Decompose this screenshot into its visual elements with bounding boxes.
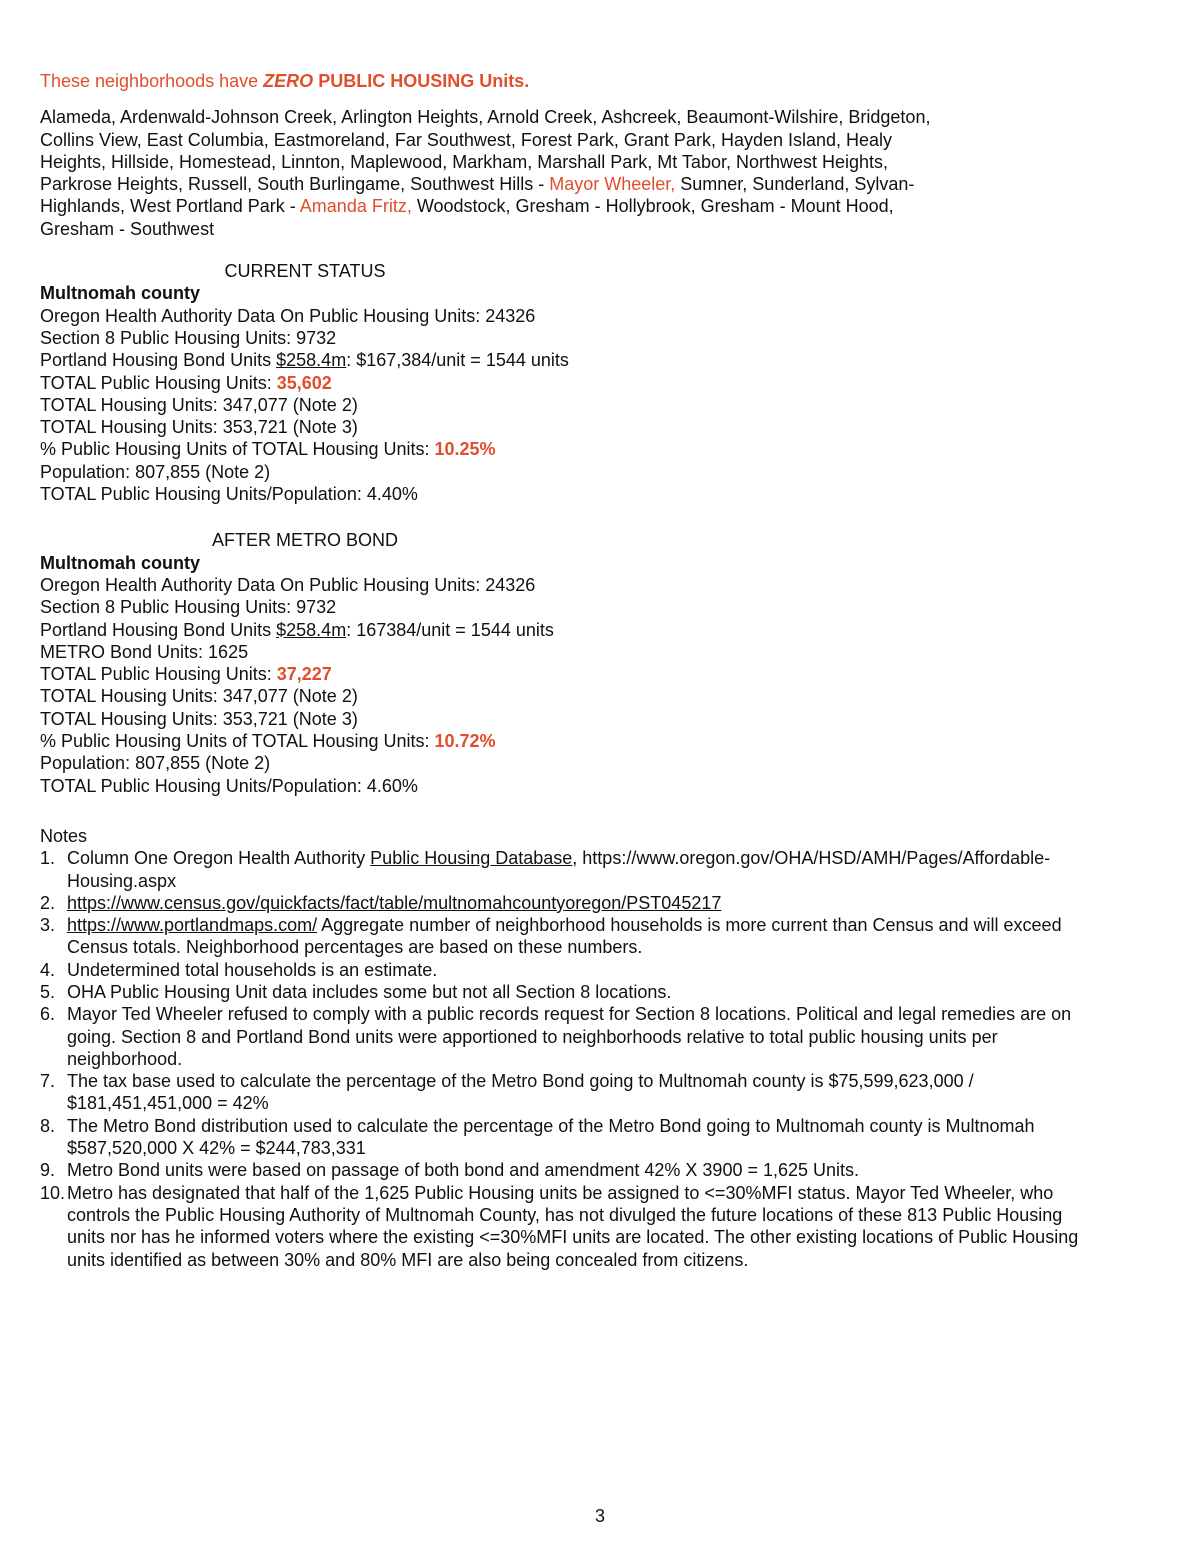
text-segment: METRO Bond Units: 1625 — [40, 641, 249, 662]
stat-line — [40, 372, 1170, 394]
note-number: 7. — [40, 1071, 56, 1092]
stat-line — [40, 327, 1170, 349]
notes-section — [40, 825, 1170, 1271]
text-segment: 10.72% — [434, 731, 496, 752]
note-item — [40, 892, 1170, 914]
stat-line — [40, 305, 1170, 327]
section-subtitle: Multnomah county — [40, 283, 200, 304]
neighborhood-list — [40, 106, 1150, 240]
text-segment: Section 8 Public Housing Units: 9732 — [40, 597, 337, 618]
note-text — [67, 847, 1157, 892]
link-text[interactable]: https://www.census.gov/quickfacts/fact/table/multnomahcountyoregon/PST045217 — [67, 892, 722, 913]
text-segment: Alameda, Ardenwald-Johnson Creek, Arlington Heights, Arnold Creek, Ashcreek, Beaumont-Wilshire, Bridgeton, Collins View, East Columbia, Eastmoreland, Far Southwest, Forest Park, Grant Park, Hayden Island, Healy Heights, Hillside, Homestead, Linnton, Maplewood, Markham, Marshall Park, Mt Tabor, Northwest Heights, Parkrose Heights, Russell, South Burlingame, Southwest Hills - — [40, 107, 931, 195]
note-text — [67, 981, 1157, 1003]
text-segment: Sumner, Sunderland, Sylvan- Highlands, West Portland Park - — [40, 174, 915, 217]
text-segment: These neighborhoods have — [40, 71, 264, 91]
text-segment: TOTAL Housing Units: 353,721 (Note 3) — [40, 708, 358, 729]
stat-line — [40, 483, 1170, 505]
text-segment: : $167,384/unit = 1544 units — [346, 350, 569, 371]
text-segment: Undetermined total households is an estimate. — [67, 959, 438, 980]
note-text — [67, 892, 1157, 914]
text-segment: Column One Oregon Health Authority — [67, 848, 371, 869]
note-number: 6. — [40, 1004, 56, 1025]
text-segment: PUBLIC HOUSING Units. — [313, 71, 530, 91]
note-number: 10. — [40, 1182, 66, 1203]
page-number: 3 — [594, 1506, 605, 1526]
note-item — [40, 847, 1170, 892]
note-text — [67, 1159, 1157, 1181]
status-section — [40, 260, 1170, 505]
note-text — [67, 1115, 1157, 1160]
note-text — [67, 959, 1157, 981]
text-segment: % Public Housing Units of TOTAL Housing Units: — [40, 439, 435, 460]
text-segment: Aggregate number of neighborhood households is more current than Census and will exceed Census totals. Neighborhood percentages are based on these numbers. — [67, 915, 1062, 958]
text-segment: Woodstock, Gresham - Hollybrook, Gresham - Mount Hood, Gresham - Southwest — [40, 196, 894, 239]
link-text[interactable]: https://www.portlandmaps.com/ — [67, 915, 318, 936]
text-segment: OHA Public Housing Unit data includes some but not all Section 8 locations. — [67, 981, 672, 1002]
stat-line — [40, 641, 1170, 663]
text-segment: Oregon Health Authority Data On Public Housing Units: 24326 — [40, 305, 536, 326]
text-segment: Portland Housing Bond Units — [40, 619, 277, 640]
note-number: 2. — [40, 892, 56, 913]
text-segment: 10.25% — [434, 439, 496, 460]
text-segment: Section 8 Public Housing Units: 9732 — [40, 327, 337, 348]
note-item — [40, 1115, 1170, 1160]
link-text[interactable]: $258.4m — [276, 350, 347, 371]
stat-line — [40, 461, 1170, 483]
stat-line — [40, 775, 1170, 797]
notes-heading: Notes — [40, 825, 88, 846]
text-segment: TOTAL Public Housing Units/Population: 4.60% — [40, 775, 418, 796]
note-text — [67, 914, 1157, 959]
text-segment: Population: 807,855 (Note 2) — [40, 461, 271, 482]
text-segment: Metro Bond units were based on passage of both bond and amendment 42% X 3900 = 1,625 Units. — [67, 1160, 860, 1181]
text-segment: TOTAL Housing Units: 347,077 (Note 2) — [40, 394, 358, 415]
note-item — [40, 981, 1170, 1003]
note-item — [40, 1003, 1170, 1070]
status-sections — [40, 260, 1170, 797]
stat-line — [40, 663, 1170, 685]
note-item — [40, 914, 1170, 959]
stat-line — [40, 596, 1170, 618]
note-item — [40, 1159, 1170, 1181]
note-text — [67, 1003, 1157, 1070]
text-segment: Mayor Ted Wheeler refused to comply with a public records request for Section 8 locations. Political and legal remedies are on going. Section 8 and Portland Bond units were apportioned to neighborhoods relative to total public housing units per neighborhood. — [67, 1004, 1072, 1069]
note-item — [40, 1070, 1170, 1115]
zero-housing-heading — [40, 70, 1170, 92]
text-segment: TOTAL Public Housing Units: — [40, 664, 277, 685]
text-segment: % Public Housing Units of TOTAL Housing Units: — [40, 731, 435, 752]
section-title: CURRENT STATUS — [224, 261, 386, 282]
stat-line — [40, 619, 1170, 641]
text-segment: Metro has designated that half of the 1,625 Public Housing units be assigned to <=30%MFI status. Mayor Ted Wheeler, who controls the Public Housing Authority of Multnomah County, has not divulged the future locations of these 813 Public Housing units nor has he informed voters where the existing <=30%MFI units are located. The other existing locations of Public Housing units identified as between 30% and 80% MFI are also being concealed from citizens. — [67, 1182, 1079, 1270]
text-segment: Oregon Health Authority Data On Public Housing Units: 24326 — [40, 574, 536, 595]
note-number: 3. — [40, 915, 56, 936]
note-number: 9. — [40, 1160, 56, 1181]
stat-line — [40, 438, 1170, 460]
stat-line — [40, 685, 1170, 707]
status-section — [40, 529, 1170, 797]
text-segment: TOTAL Public Housing Units: — [40, 372, 277, 393]
stat-line — [40, 752, 1170, 774]
link-text[interactable]: $258.4m — [276, 619, 347, 640]
text-segment: The tax base used to calculate the percentage of the Metro Bond going to Multnomah county is $75,599,623,000 / $181,451,451,000 = 42% — [67, 1071, 974, 1114]
note-text — [67, 1070, 1157, 1115]
text-segment: ZERO — [263, 71, 314, 91]
stat-line — [40, 730, 1170, 752]
text-segment: 35,602 — [276, 372, 332, 393]
text-segment: 37,227 — [276, 664, 332, 685]
text-segment: TOTAL Public Housing Units/Population: 4.40% — [40, 484, 418, 505]
note-number: 5. — [40, 981, 56, 1002]
stat-line — [40, 574, 1170, 596]
note-number: 1. — [40, 848, 56, 869]
notes-list — [40, 847, 1170, 1271]
note-item — [40, 959, 1170, 981]
text-segment: , https://www.oregon.gov/OHA/HSD/AMH/Pages/Affordable- Housing.aspx — [67, 848, 1051, 891]
note-number: 4. — [40, 959, 56, 980]
stat-line — [40, 416, 1170, 438]
text-segment: Population: 807,855 (Note 2) — [40, 753, 271, 774]
text-segment: : 167384/unit = 1544 units — [346, 619, 554, 640]
stat-line — [40, 394, 1170, 416]
text-segment: The Metro Bond distribution used to calculate the percentage of the Metro Bond going to Multnomah county is Multnomah $587,520,000 X 42% = $244,783,331 — [67, 1115, 1035, 1159]
text-segment: TOTAL Housing Units: 347,077 (Note 2) — [40, 686, 358, 707]
note-number: 8. — [40, 1115, 56, 1136]
note-text — [67, 1182, 1157, 1271]
text-segment: Amanda Fritz, — [299, 196, 412, 217]
text-segment: Portland Housing Bond Units — [40, 350, 277, 371]
text-segment: TOTAL Housing Units: 353,721 (Note 3) — [40, 417, 358, 438]
link-text[interactable]: Public Housing Database — [370, 848, 573, 869]
stat-line — [40, 708, 1170, 730]
text-segment: Mayor Wheeler, — [549, 174, 676, 195]
stat-line — [40, 349, 1170, 371]
note-item — [40, 1182, 1170, 1271]
section-title: AFTER METRO BOND — [211, 530, 398, 551]
section-subtitle: Multnomah county — [40, 552, 200, 573]
